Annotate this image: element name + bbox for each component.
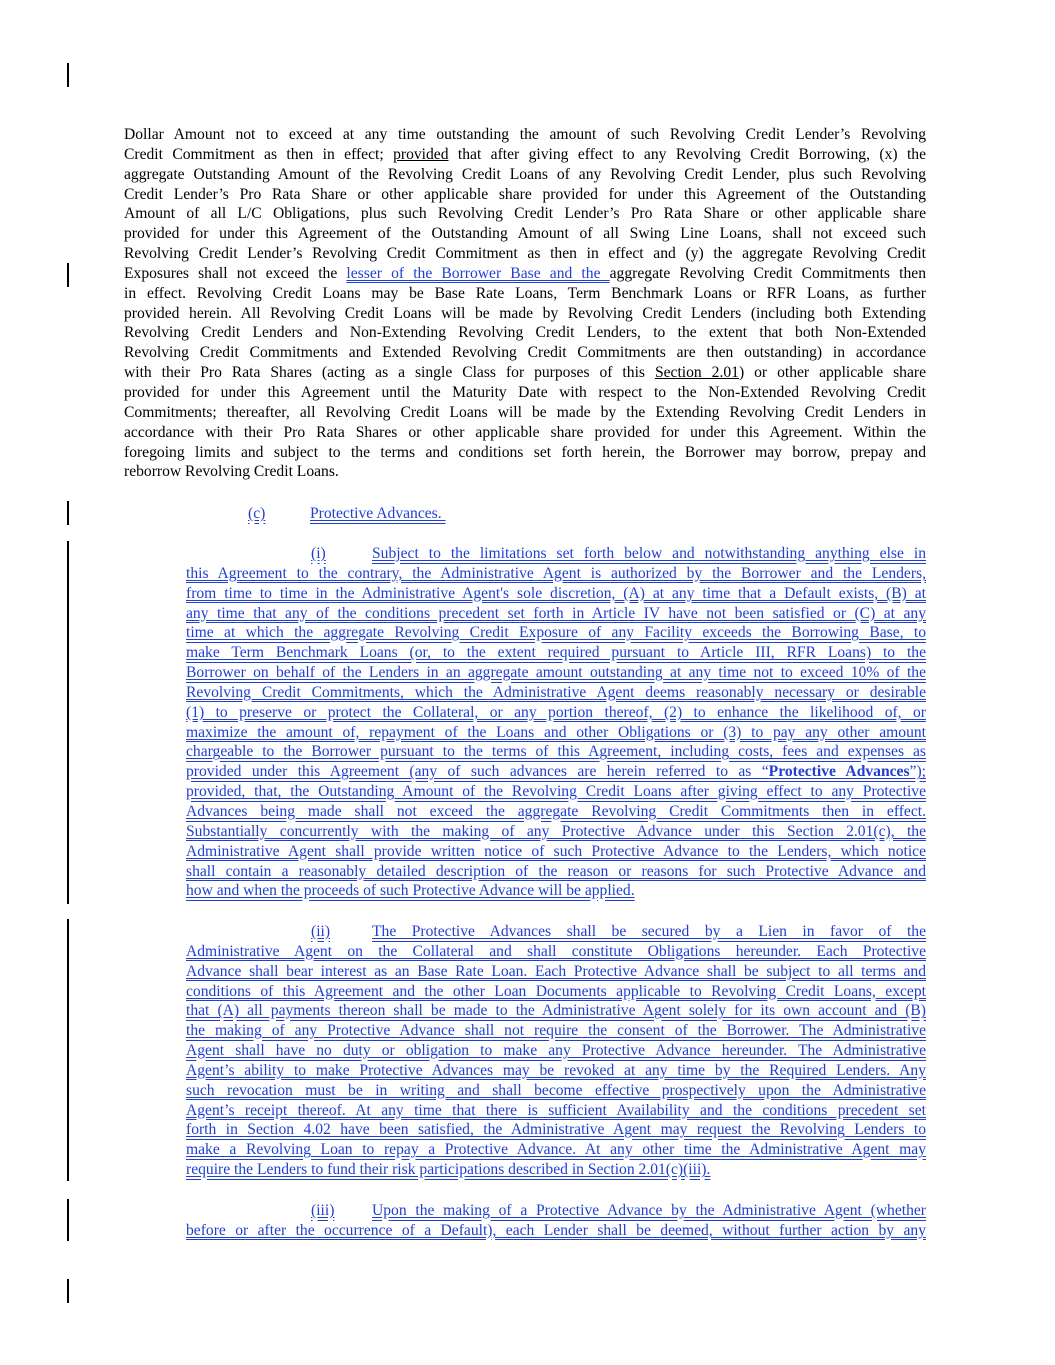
text-line: Revolving Credit Lenders and Non-Extending Revolving Credit Lenders, to the extent that both Non-Extended bbox=[124, 324, 926, 342]
text-fragment: provided under this Agreement (any of such advances are herein referred to as “ bbox=[186, 763, 769, 781]
inserted-text: lesser of the Borrower Base and the bbox=[346, 264, 610, 282]
text-line: forth in Section 4.02 have been satisfied, the Administrative Agent may request the Revolving Lenders to bbox=[186, 1121, 926, 1139]
text-line: Revolving Credit Commitments and Extended Revolving Credit Commitments are then outstanding) in accordance bbox=[124, 344, 926, 362]
text-line: this Agreement to the contrary, the Administrative Agent is authorized by the Borrower and the Lenders, bbox=[186, 564, 926, 582]
revision-bar bbox=[67, 919, 69, 1181]
revision-bar bbox=[67, 501, 69, 525]
defined-term: Protective Advances bbox=[768, 763, 910, 781]
revision-bar bbox=[67, 263, 69, 287]
text-line: before or after the occurrence of a Default), each Lender shall be deemed, without further action by any bbox=[186, 1221, 926, 1239]
text-line: how and when the proceeds of such Protective Advance will be applied. bbox=[186, 882, 635, 900]
text-line: Advance shall bear interest as an Base Rate Loan. Each Protective Advance shall be subject to all terms and bbox=[186, 962, 926, 980]
text-line: from time to time in the Administrative Agent's sole discretion, (A) at any time that a Default exists, (B) at bbox=[186, 584, 926, 602]
revision-bar bbox=[67, 1279, 69, 1303]
clause-ii bbox=[186, 922, 926, 1180]
section-heading: Protective Advances. bbox=[310, 505, 446, 522]
text-line: Borrower on behalf of the Lenders in an aggregate amount outstanding at any time not to exceed 10% of the bbox=[186, 664, 926, 682]
text-fragment: with their Pro Rata Shares (acting as a single Class for purposes of this bbox=[124, 364, 655, 382]
text-line: Revolving Credit Lender’s Revolving Credit Commitment as then in effect and (y) the aggregate Revolving Credit bbox=[124, 245, 926, 263]
text-fragment: Credit Commitment as then in effect; bbox=[124, 145, 394, 163]
text-line: make Term Benchmark Loans (or, to the extent required pursuant to Article III, RFR Loans) to the bbox=[186, 644, 926, 662]
clause-number: (iii) bbox=[311, 1202, 335, 1219]
text-line: make a Revolving Loan to repay a Protective Advance. At any other time the Administrative Agent may bbox=[186, 1141, 926, 1159]
clause-number: (ii) bbox=[311, 923, 331, 940]
text-line: Dollar Amount not to exceed at any time outstanding the amount of such Revolving Credit Lender’s Revolving bbox=[124, 126, 926, 143]
text-fragment: ”); bbox=[909, 763, 926, 781]
section-reference: Section 2.01 bbox=[654, 364, 739, 382]
text-line: in effect. Revolving Credit Loans may be Base Rate Loans, Term Benchmark Loans or RFR Loans, as further bbox=[124, 284, 926, 302]
text-line: Upon the making of a Protective Advance by the Administrative Agent (whether bbox=[372, 1202, 926, 1219]
text-line: the making of any Protective Advance shall not require the consent of the Borrower. The Administrative bbox=[186, 1022, 926, 1040]
text-line: Advances being made shall not exceed the aggregate Revolving Credit Commitments then in effect. bbox=[186, 802, 926, 820]
text-line: Agent’s ability to make Protective Advances may be revoked at any time by the Required Lenders. Any bbox=[186, 1061, 926, 1079]
text-line: aggregate Outstanding Amount of the Revolving Credit Loans of any Revolving Credit Lender, plus such Revolving bbox=[124, 165, 926, 183]
text-line: Amount of all L/C Obligations, plus such Revolving Credit Lender’s Pro Rata Share or other applicable share bbox=[124, 205, 926, 223]
clause-number: (i) bbox=[311, 545, 326, 562]
text-line: Commitments; thereafter, all Revolving Credit Loans will be made by the Extending Revolving Credit Lenders in bbox=[124, 403, 926, 421]
revision-bar bbox=[67, 1199, 69, 1241]
text-line: Revolving Credit Commitments, which the Administrative Agent deems reasonably necessary or desirable bbox=[186, 683, 926, 701]
text-line: provided herein. All Revolving Credit Loans will be made by Revolving Credit Lenders (including both Extending bbox=[124, 304, 926, 322]
revision-bar bbox=[67, 541, 69, 904]
text-line: The Protective Advances shall be secured by a Lien in favor of the bbox=[372, 923, 926, 940]
text-line bbox=[124, 145, 926, 165]
text-line: that (A) all payments thereon shall be made to the Administrative Agent solely for its own account and (B) bbox=[186, 1002, 926, 1020]
clause-i bbox=[186, 544, 926, 901]
revision-bar bbox=[67, 63, 69, 87]
text-fragment: that after giving effect to any Revolving Credit Borrowing, (x) the bbox=[448, 145, 927, 163]
text-line: Credit Lender’s Pro Rata Share or other applicable share provided for under this Agreement of the Outstanding bbox=[124, 185, 926, 203]
text-line bbox=[186, 762, 926, 782]
text-fragment: Exposures shall not exceed the bbox=[124, 264, 347, 282]
provided-term: provided bbox=[393, 145, 449, 163]
text-fragment: ) or other applicable share bbox=[738, 364, 927, 382]
text-line: require the Lenders to fund their risk participations described in Section 2.01(c)(iii). bbox=[186, 1161, 711, 1179]
text-fragment: aggregate Revolving Credit Commitments then bbox=[609, 264, 926, 282]
text-line: Agent shall have no duty or obligation to make any Protective Advance hereunder. The Administrative bbox=[186, 1042, 926, 1060]
text-line bbox=[124, 363, 926, 383]
text-line: conditions of this Agreement and the other Loan Documents applicable to Revolving Credit Loans, except bbox=[186, 982, 926, 1000]
text-line: provided, that, the Outstanding Amount of the Revolving Credit Loans after giving effect to any Protective bbox=[186, 783, 926, 801]
text-line: such revocation must be in writing and shall become effective prospectively upon the Administrative bbox=[186, 1081, 926, 1099]
text-line: provided for under this Agreement of the Outstanding Amount of all Swing Line Loans, shall not exceed such bbox=[124, 225, 926, 243]
text-line: Administrative Agent shall provide written notice of such Protective Advance to the Lenders, which notice bbox=[186, 842, 926, 860]
text-line: foregoing limits and subject to the terms and conditions set forth herein, the Borrower may borrow, prepay and bbox=[124, 443, 926, 461]
text-line: Agent’s receipt thereof. At any time that there is sufficient Availability and the conditions precedent set bbox=[186, 1101, 926, 1119]
text-line: any time that any of the conditions precedent set forth in Article IV have not been satisfied or (C) at any bbox=[186, 604, 926, 622]
text-line: Substantially concurrently with the making of any Protective Advance under this Section 2.01(c), the bbox=[186, 822, 926, 840]
text-line: maximize the amount of, repayment of the Loans and other Obligations or (3) to pay any other amount bbox=[186, 723, 926, 741]
text-line: accordance with their Pro Rata Shares or other applicable share provided for under this Agreement. Within the bbox=[124, 423, 926, 441]
text-line: reborrow Revolving Credit Loans. bbox=[124, 463, 339, 481]
body-paragraph bbox=[124, 125, 926, 482]
text-line: Administrative Agent on the Collateral and shall constitute Obligations hereunder. Each Protective bbox=[186, 942, 926, 960]
text-line: chargeable to the Borrower pursuant to the terms of this Agreement, including costs, fees and expenses as bbox=[186, 743, 926, 761]
clause-iii bbox=[186, 1201, 926, 1241]
text-line: Subject to the limitations set forth below and notwithstanding anything else in bbox=[372, 545, 926, 562]
section-number: (c) bbox=[248, 505, 266, 522]
text-line: (1) to preserve or protect the Collateral, or any portion thereof, (2) to enhance the likelihood of, or bbox=[186, 703, 926, 721]
text-line bbox=[124, 264, 926, 284]
text-line: shall contain a reasonably detailed description of the reason or reasons for such Protective Advance and bbox=[186, 862, 926, 880]
text-line: time at which the aggregate Revolving Credit Exposure of any Facility exceeds the Borrowing Base, to bbox=[186, 624, 926, 642]
text-line: provided for under this Agreement until the Maturity Date with respect to the Non-Extended Revolving Credit bbox=[124, 383, 926, 401]
